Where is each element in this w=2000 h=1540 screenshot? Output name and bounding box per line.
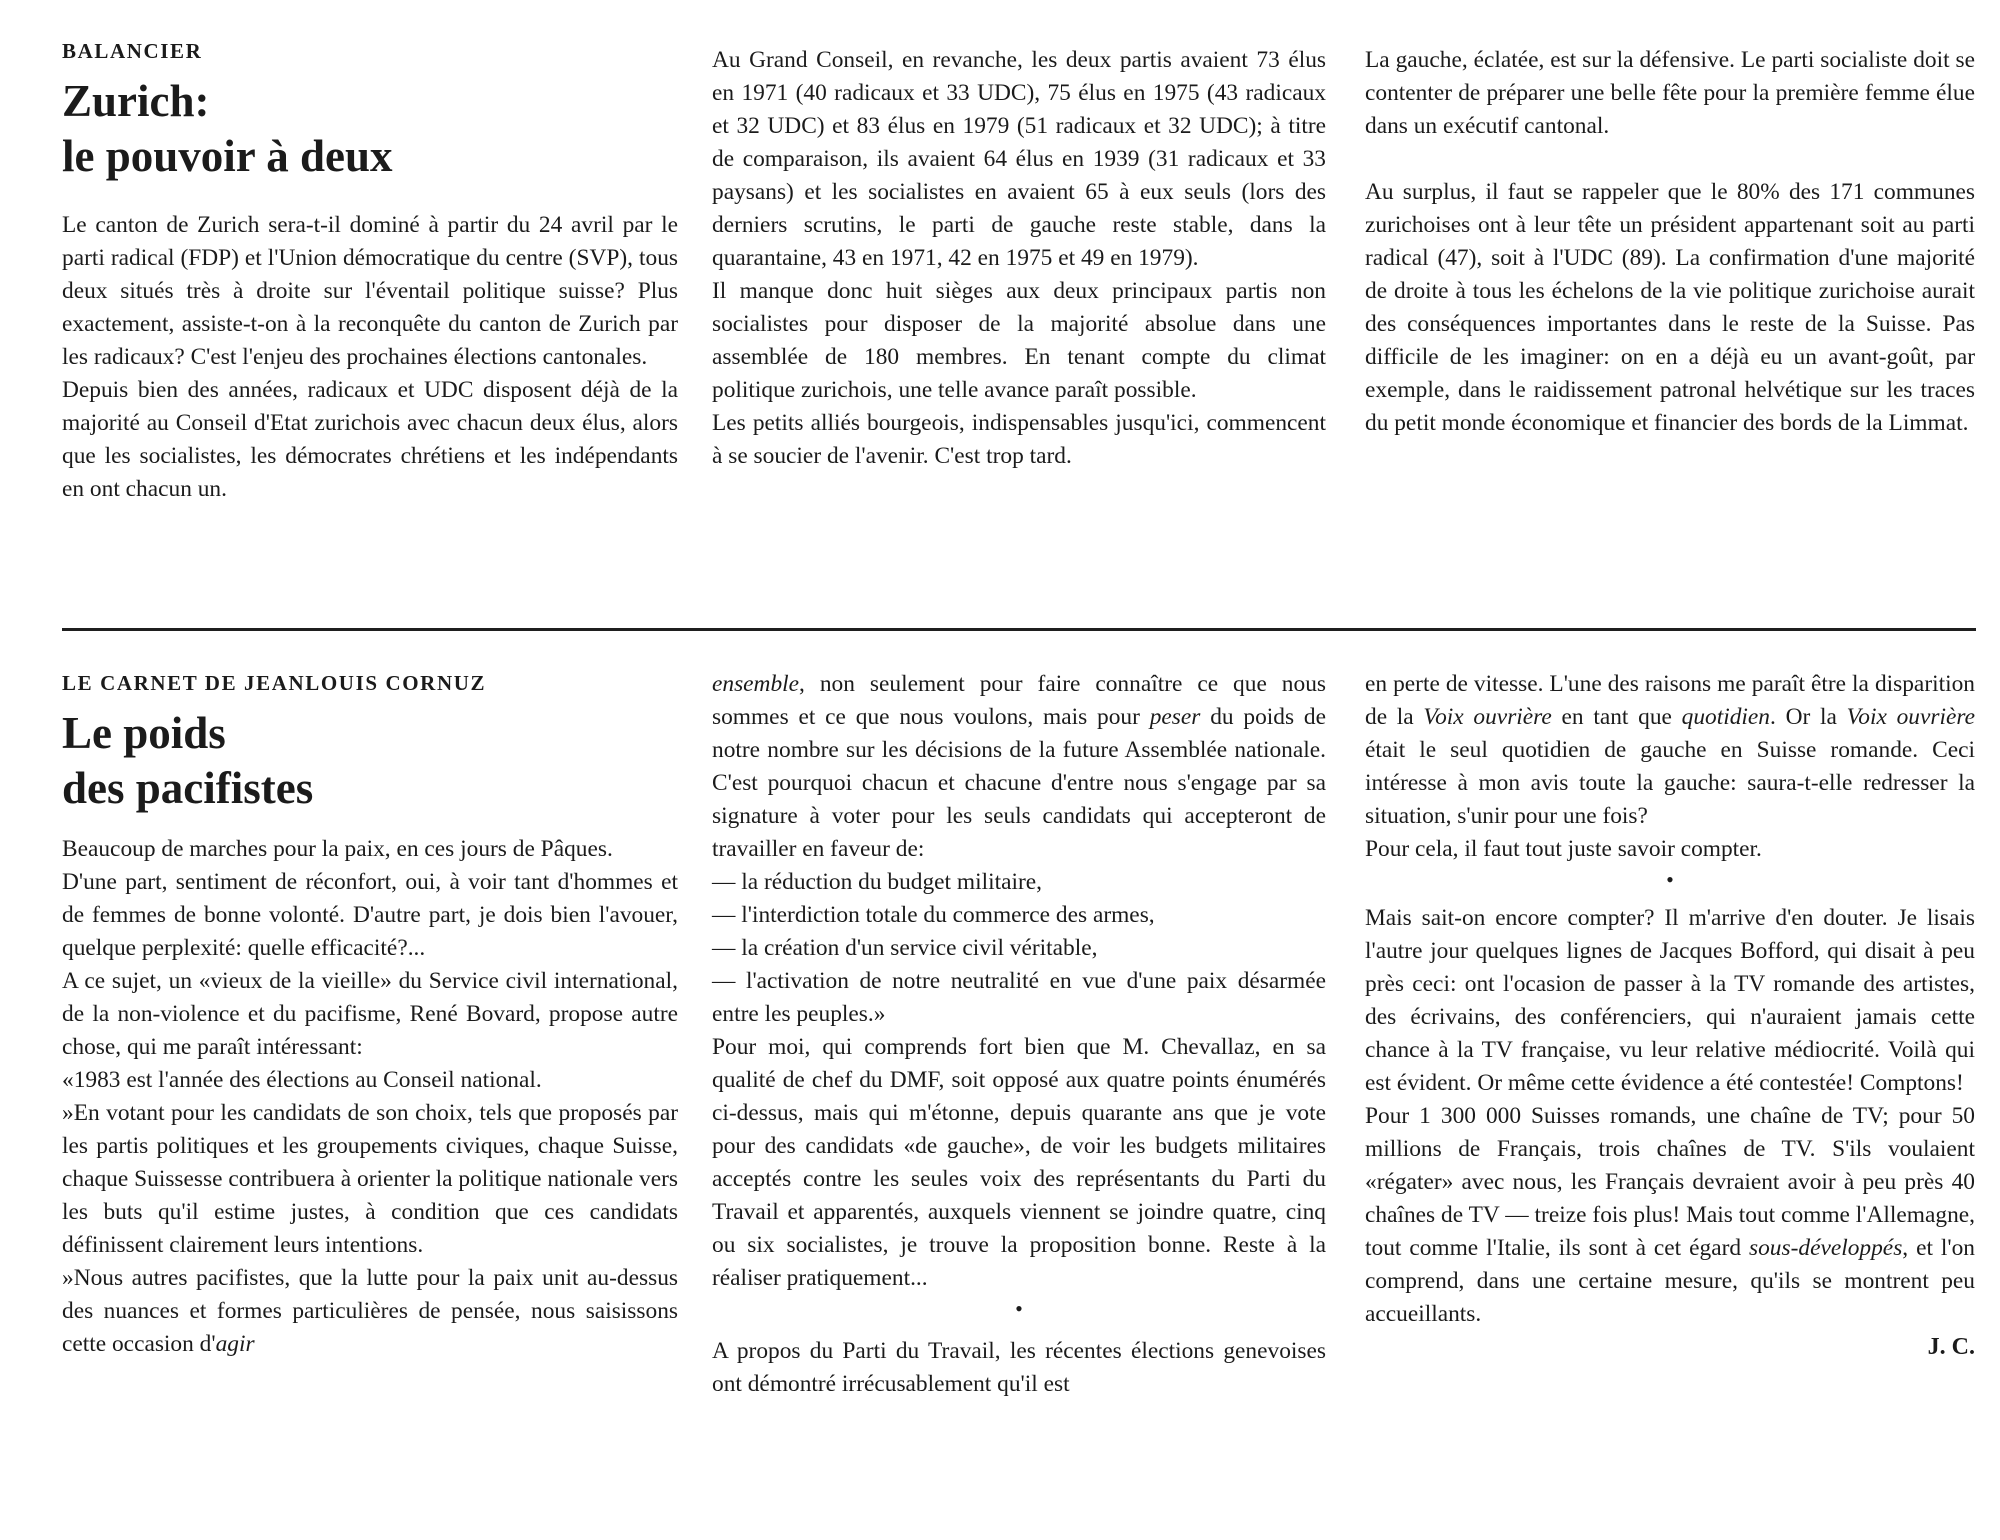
text-run: , non seulement pour faire connaître ce que nous sommes et ce que nous voulons, mais pour xyxy=(712,671,1326,730)
section-divider xyxy=(62,628,1976,631)
emphasis: ensemble xyxy=(712,671,800,697)
article2-paragraph: «1983 est l'année des élections au Conseil national. xyxy=(62,1067,542,1093)
emphasis: peser xyxy=(1149,704,1201,730)
separator-dot: • xyxy=(1015,1296,1023,1321)
article2-paragraph: D'une part, sentiment de réconfort, oui, à voir tant d'hommes et de femmes de bonne volonté. D'autre part, je dois bien l'avouer, quelque perplexité: quelle efficacité?... xyxy=(62,869,678,961)
article2-column-1 xyxy=(62,833,678,1361)
article1-paragraph: Au Grand Conseil, en revanche, les deux partis avaient 73 élus en 1971 (40 radicaux et 33 UDC), 75 élus en 1975 (43 radicaux et 32 UDC) et 83 élus en 1979 (51 radicaux et 32 UDC); à titre de comparaison, ils avaient 64 élus en 1939 (31 radicaux et 33 paysans) et les socialistes en avaient 65 à eux seuls (lors des derniers scrutins, le parti de gauche reste stable, dans la quarantaine, 43 en 1971, 42 en 1975 et 49 en 1979). xyxy=(712,47,1326,271)
text-run: »Nous autres pacifistes, que la lutte pour la paix unit au-dessus des nuances et formes particulières de pensée, nous saisissons cette occasion d' xyxy=(62,1265,678,1357)
list-item: — la réduction du budget militaire, xyxy=(712,869,1042,895)
article1-kicker: BALANCIER xyxy=(62,39,203,63)
article2-column-3 xyxy=(1365,668,1975,1364)
article1-paragraph: Il manque donc huit sièges aux deux principaux partis non socialistes pour disposer de la majorité absolue dans une assemblée de 180 membres. En tenant compte du climat politique zurichois, une telle avance paraît possible. xyxy=(712,278,1326,403)
article2-paragraph: A propos du Parti du Travail, les récentes élections genevoises ont démontré irrécusablement qu'il est xyxy=(712,1338,1326,1397)
text-run: Pour 1 300 000 Suisses romands, une chaîne de TV; pour 50 millions de Français, trois chaînes de TV. S'ils voulaient «régater» avec nous, les Français devraient avoir à peu près 40 chaînes de TV — treize fois plus! Mais tout comme l'Allemagne, tout comme l'Italie, ils sont à cet égard xyxy=(1365,1103,1975,1261)
article2-paragraph: Mais sait-on encore compter? Il m'arrive d'en douter. Je lisais l'autre jour quelques lignes de Jacques Bofford, qui disait à peu près ceci: ont l'ocasion de passer à la TV romande des artistes, des écrivains, des conférenciers, qui n'auraient jamais cette chance à la TV française, vu leur relative médiocrité. Voilà qui est évident. Or même cette évidence a été contestée! Comptons! xyxy=(1365,905,1975,1096)
text-run: en perte de vitesse. L'une des raisons me paraît être la disparition de la xyxy=(1365,671,1975,730)
article2-paragraph: »En votant pour les candidats de son choix, tels que proposés par les partis politiques et les groupements civiques, chaque Suisse, chaque Suissesse contribuera à orienter la politique nationale vers les buts qu'il estime justes, à condition que ces candidats définissent clairement leurs intentions. xyxy=(62,1100,678,1258)
article2-title-line2: des pacifistes xyxy=(62,763,314,813)
article2-paragraph xyxy=(62,1262,678,1361)
article1-title-line1: Zurich: xyxy=(62,76,210,126)
emphasis: Voix ouvrière xyxy=(1846,704,1975,730)
article2-paragraph: Pour moi, qui comprends fort bien que M. Chevallaz, en sa qualité de chef du DMF, soit opposé aux quatre points énumérés ci-dessus, mais qui m'étonne, depuis quarante ans que je vote pour des candidats «de gauche», de voir les budgets militaires acceptés contre les seules voix des représentants du Parti du Travail et apparentés, auxquels viennent se joindre quatre, cinq ou six socialistes, je trouve la proposition bonne. Reste à la réaliser pratiquement... xyxy=(712,1034,1326,1291)
article1-paragraph: Au surplus, il faut se rappeler que le 80% des 171 communes zurichoises ont à leur tête un président appartenant soit au parti radical (47), soit à l'UDC (89). La confirmation d'une majorité de droite à tous les échelons de la vie politique zurichoise aurait des conséquences importantes dans le reste de la Suisse. Pas difficile de les imaginer: on en a déjà eu un avant-goût, par exemple, dans le raidissement patronal helvétique sur les traces du petit monde économique et financier des bords de la Limmat. xyxy=(1365,179,1975,436)
article1-paragraph: Depuis bien des années, radicaux et UDC disposent déjà de la majorité au Conseil d'Etat zurichois avec chacun deux élus, alors que les socialistes, les démocrates chrétiens et les indépendants en ont chacun un. xyxy=(62,377,678,502)
article2-kicker: LE CARNET DE JEANLOUIS CORNUZ xyxy=(62,671,487,695)
text-run: du poids de notre nombre sur les décisions de la future Assemblée nationale. C'est pourquoi chacun et chacune d'entre nous s'engage par sa signature à voter pour les seuls candidats qui accepteront de travailler en faveur de: xyxy=(712,704,1326,862)
article2-paragraph xyxy=(1365,668,1975,833)
author-signature: J. C. xyxy=(1927,1334,1975,1360)
text-run: . Or la xyxy=(1770,704,1847,730)
article1-paragraph: Les petits alliés bourgeois, indispensables jusqu'ici, commencent à se soucier de l'avenir. C'est trop tard. xyxy=(712,410,1326,469)
list-item: — la création d'un service civil véritable, xyxy=(712,935,1098,961)
text-run: en tant que xyxy=(1551,704,1682,730)
article1-paragraph: La gauche, éclatée, est sur la défensive. Le parti socialiste doit se contenter de préparer une belle fête pour la première femme élue dans un exécutif cantonal. xyxy=(1365,47,1975,139)
text-run: était le seul quotidien de gauche en Suisse romande. Ceci intéresse à mon avis toute la gauche: saura-t-elle redresser la situation, s'unir pour une fois? xyxy=(1365,737,1975,829)
article1-title-line2: le pouvoir à deux xyxy=(62,131,393,181)
separator-dot: • xyxy=(1666,867,1674,892)
list-item: — l'activation de notre neutralité en vue d'une paix désarmée entre les peuples.» xyxy=(712,968,1326,1027)
article2-paragraph xyxy=(712,668,1326,866)
article2-paragraph: Pour cela, il faut tout juste savoir compter. xyxy=(1365,836,1762,862)
article2-paragraph xyxy=(1365,1100,1975,1331)
emphasis: quotidien xyxy=(1681,704,1770,730)
emphasis: agir xyxy=(215,1331,255,1357)
article1-paragraph: Le canton de Zurich sera-t-il dominé à partir du 24 avril par le parti radical (FDP) et l'Union démocratique du centre (SVP), tous deux situés très à droite sur l'éventail politique suisse? Plus exactement, assiste-t-on à la reconquête du canton de Zurich par les radicaux? C'est l'enjeu des prochaines élections cantonales. xyxy=(62,212,678,370)
article2-paragraph: A ce sujet, un «vieux de la vieille» du Service civil international, de la non-violence et du pacifisme, René Bovard, propose autre chose, qui me paraît intéressant: xyxy=(62,968,678,1060)
list-item: — l'interdiction totale du commerce des armes, xyxy=(712,902,1155,928)
article1-column-3 xyxy=(1365,44,1975,440)
text-run: , et l'on comprend, dans une certaine mesure, qu'ils se montrent peu accueillants. xyxy=(1365,1235,1975,1327)
emphasis: sous-développés xyxy=(1749,1235,1903,1261)
article2-title-line1: Le poids xyxy=(62,708,226,758)
article1-column-2 xyxy=(712,44,1326,473)
article2-title xyxy=(62,706,313,816)
emphasis: Voix ouvrière xyxy=(1423,704,1552,730)
article1-column-1 xyxy=(62,209,678,506)
article2-column-2 xyxy=(712,668,1326,1401)
article2-paragraph: Beaucoup de marches pour la paix, en ces jours de Pâques. xyxy=(62,836,613,862)
article1-title xyxy=(62,74,392,184)
